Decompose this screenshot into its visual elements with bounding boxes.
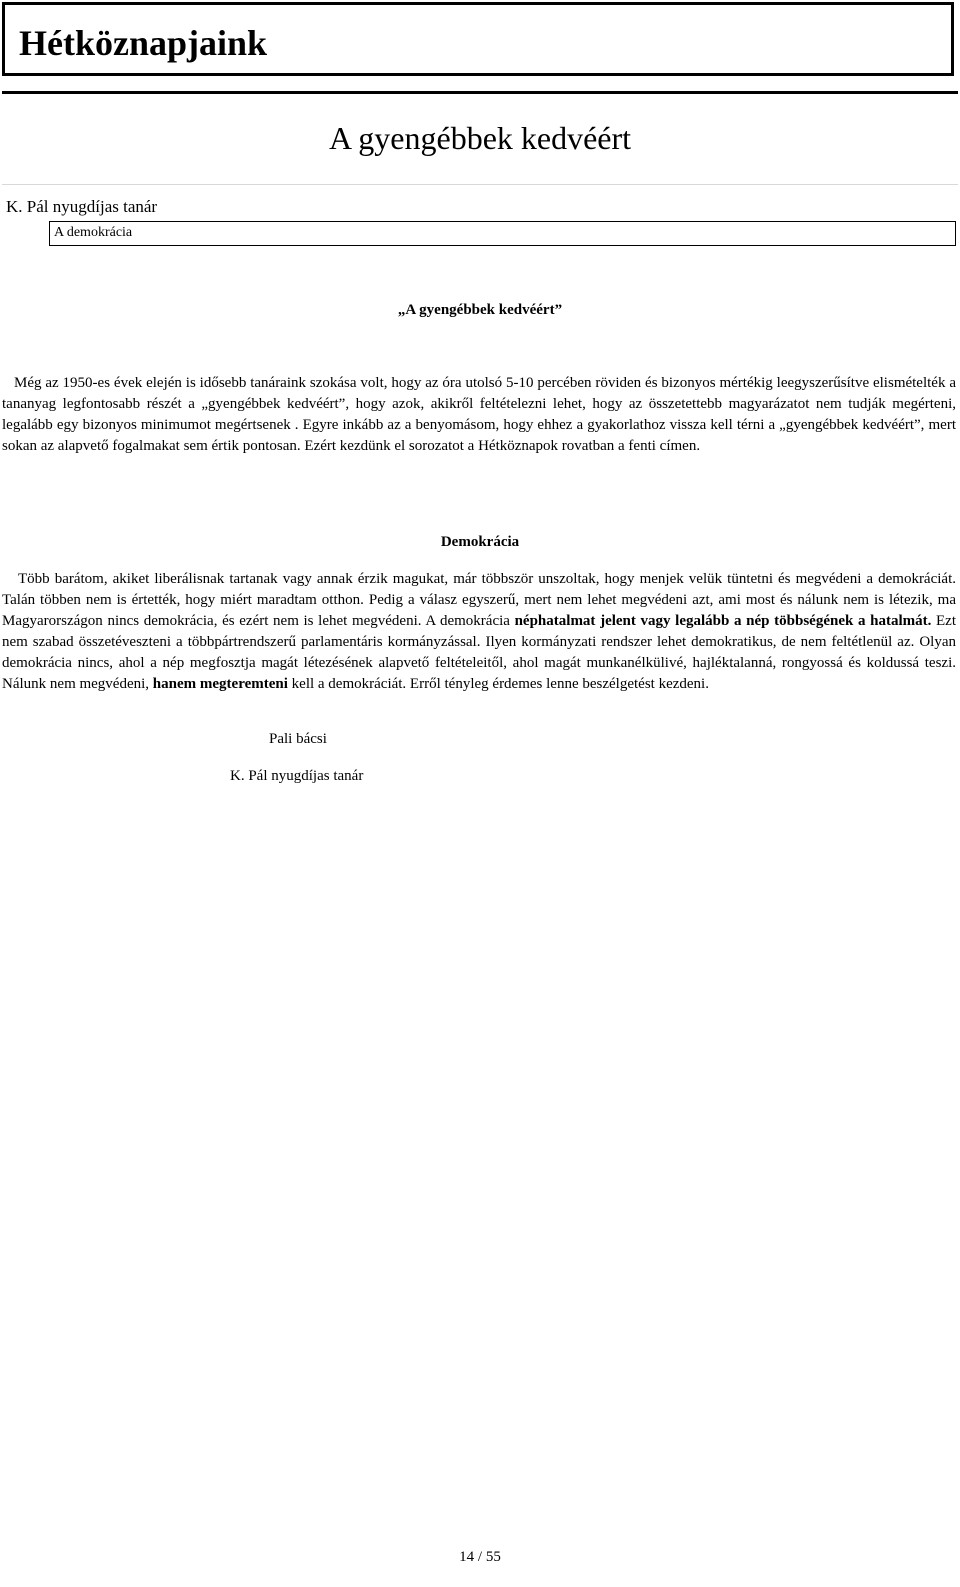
header-divider bbox=[2, 91, 958, 94]
section-text-part2: Ezt nem szabad összetéveszteni a többpártrendszerű parlamentáris kormányzással. Ilyen kormányzati rendszer lehet demokratikus, de nem feltétlenül az. Olyan demokrácia nincs, ahol a nép megfosztja magát létezésének alapvető feltételeitől, ahol magát munkanélkülivé, hajléktalanná, rongyossá és koldussá teszi. Nálunk nem megvédeni, bbox=[2, 613, 956, 692]
section-text-part1: Több barátom, akiket liberálisnak tartanak vagy annak érzik magukat, már többször unszoltak, hogy menjek velük tüntetni és megvédeni a demokráciát. Talán többen nem is értették, hogy miért maradtam otthon. Pedig a válasz egyszerű, mert nem lehet megvédeni azt, ami most és nálunk nem is létezik, ma Magyarországon nincs demokrácia, és ezért nem is lehet megvédeni. A demokrácia bbox=[2, 571, 956, 629]
article-title: A gyengébbek kedvéért bbox=[328, 120, 632, 156]
intro-paragraph-text: Még az 1950-es évek elején is idősebb tanáraink szokása volt, hogy az óra utolsó 5-10 percében röviden és bizonyos mértékig leegyszerűsítve elismételték a tananyag legfontosabb részét a „gyengébbek kedvéért”, hogy azok, akikről feltételezni lehet, hogy az összetettebb magyarázatot nem tudják megérteni, legalább egy bizonyos minimumot megértsenek . Egyre inkább az a benyomásom, hogy ehhez a gyakorlathoz vissza kell térni a „gyengébbek kedvéért”, mert sokan az alapvető fogalmakat sem értik pontosan. Ezért kezdünk el sorozatot a Hétköznapok rovatban a fenti címen. bbox=[2, 375, 956, 454]
signature-role: K. Pál nyugdíjas tanár bbox=[230, 768, 364, 784]
section-text-bold2: hanem megteremteni bbox=[152, 676, 288, 692]
page-number: 14 / 55 bbox=[459, 1549, 501, 1565]
site-header bbox=[2, 2, 954, 76]
signature-name: Pali bácsi bbox=[269, 731, 327, 747]
category-label: A demokrácia bbox=[49, 221, 956, 246]
site-title: Hétköznapjaink bbox=[19, 23, 268, 63]
section-text-part3: kell a demokráciát. Erről tényleg érdemes lenne beszélgetést kezdeni. bbox=[287, 676, 709, 692]
article-subheading: „A gyengébbek kedvéért” bbox=[397, 302, 563, 318]
title-divider bbox=[2, 184, 958, 185]
intro-paragraph bbox=[2, 373, 956, 457]
section-heading: Demokrácia bbox=[440, 534, 520, 550]
section-paragraph bbox=[2, 569, 956, 695]
section-text-bold1: néphatalmat jelent vagy legalább a nép többségének a hatalmát. bbox=[514, 613, 932, 629]
article-author: K. Pál nyugdíjas tanár bbox=[6, 197, 158, 216]
